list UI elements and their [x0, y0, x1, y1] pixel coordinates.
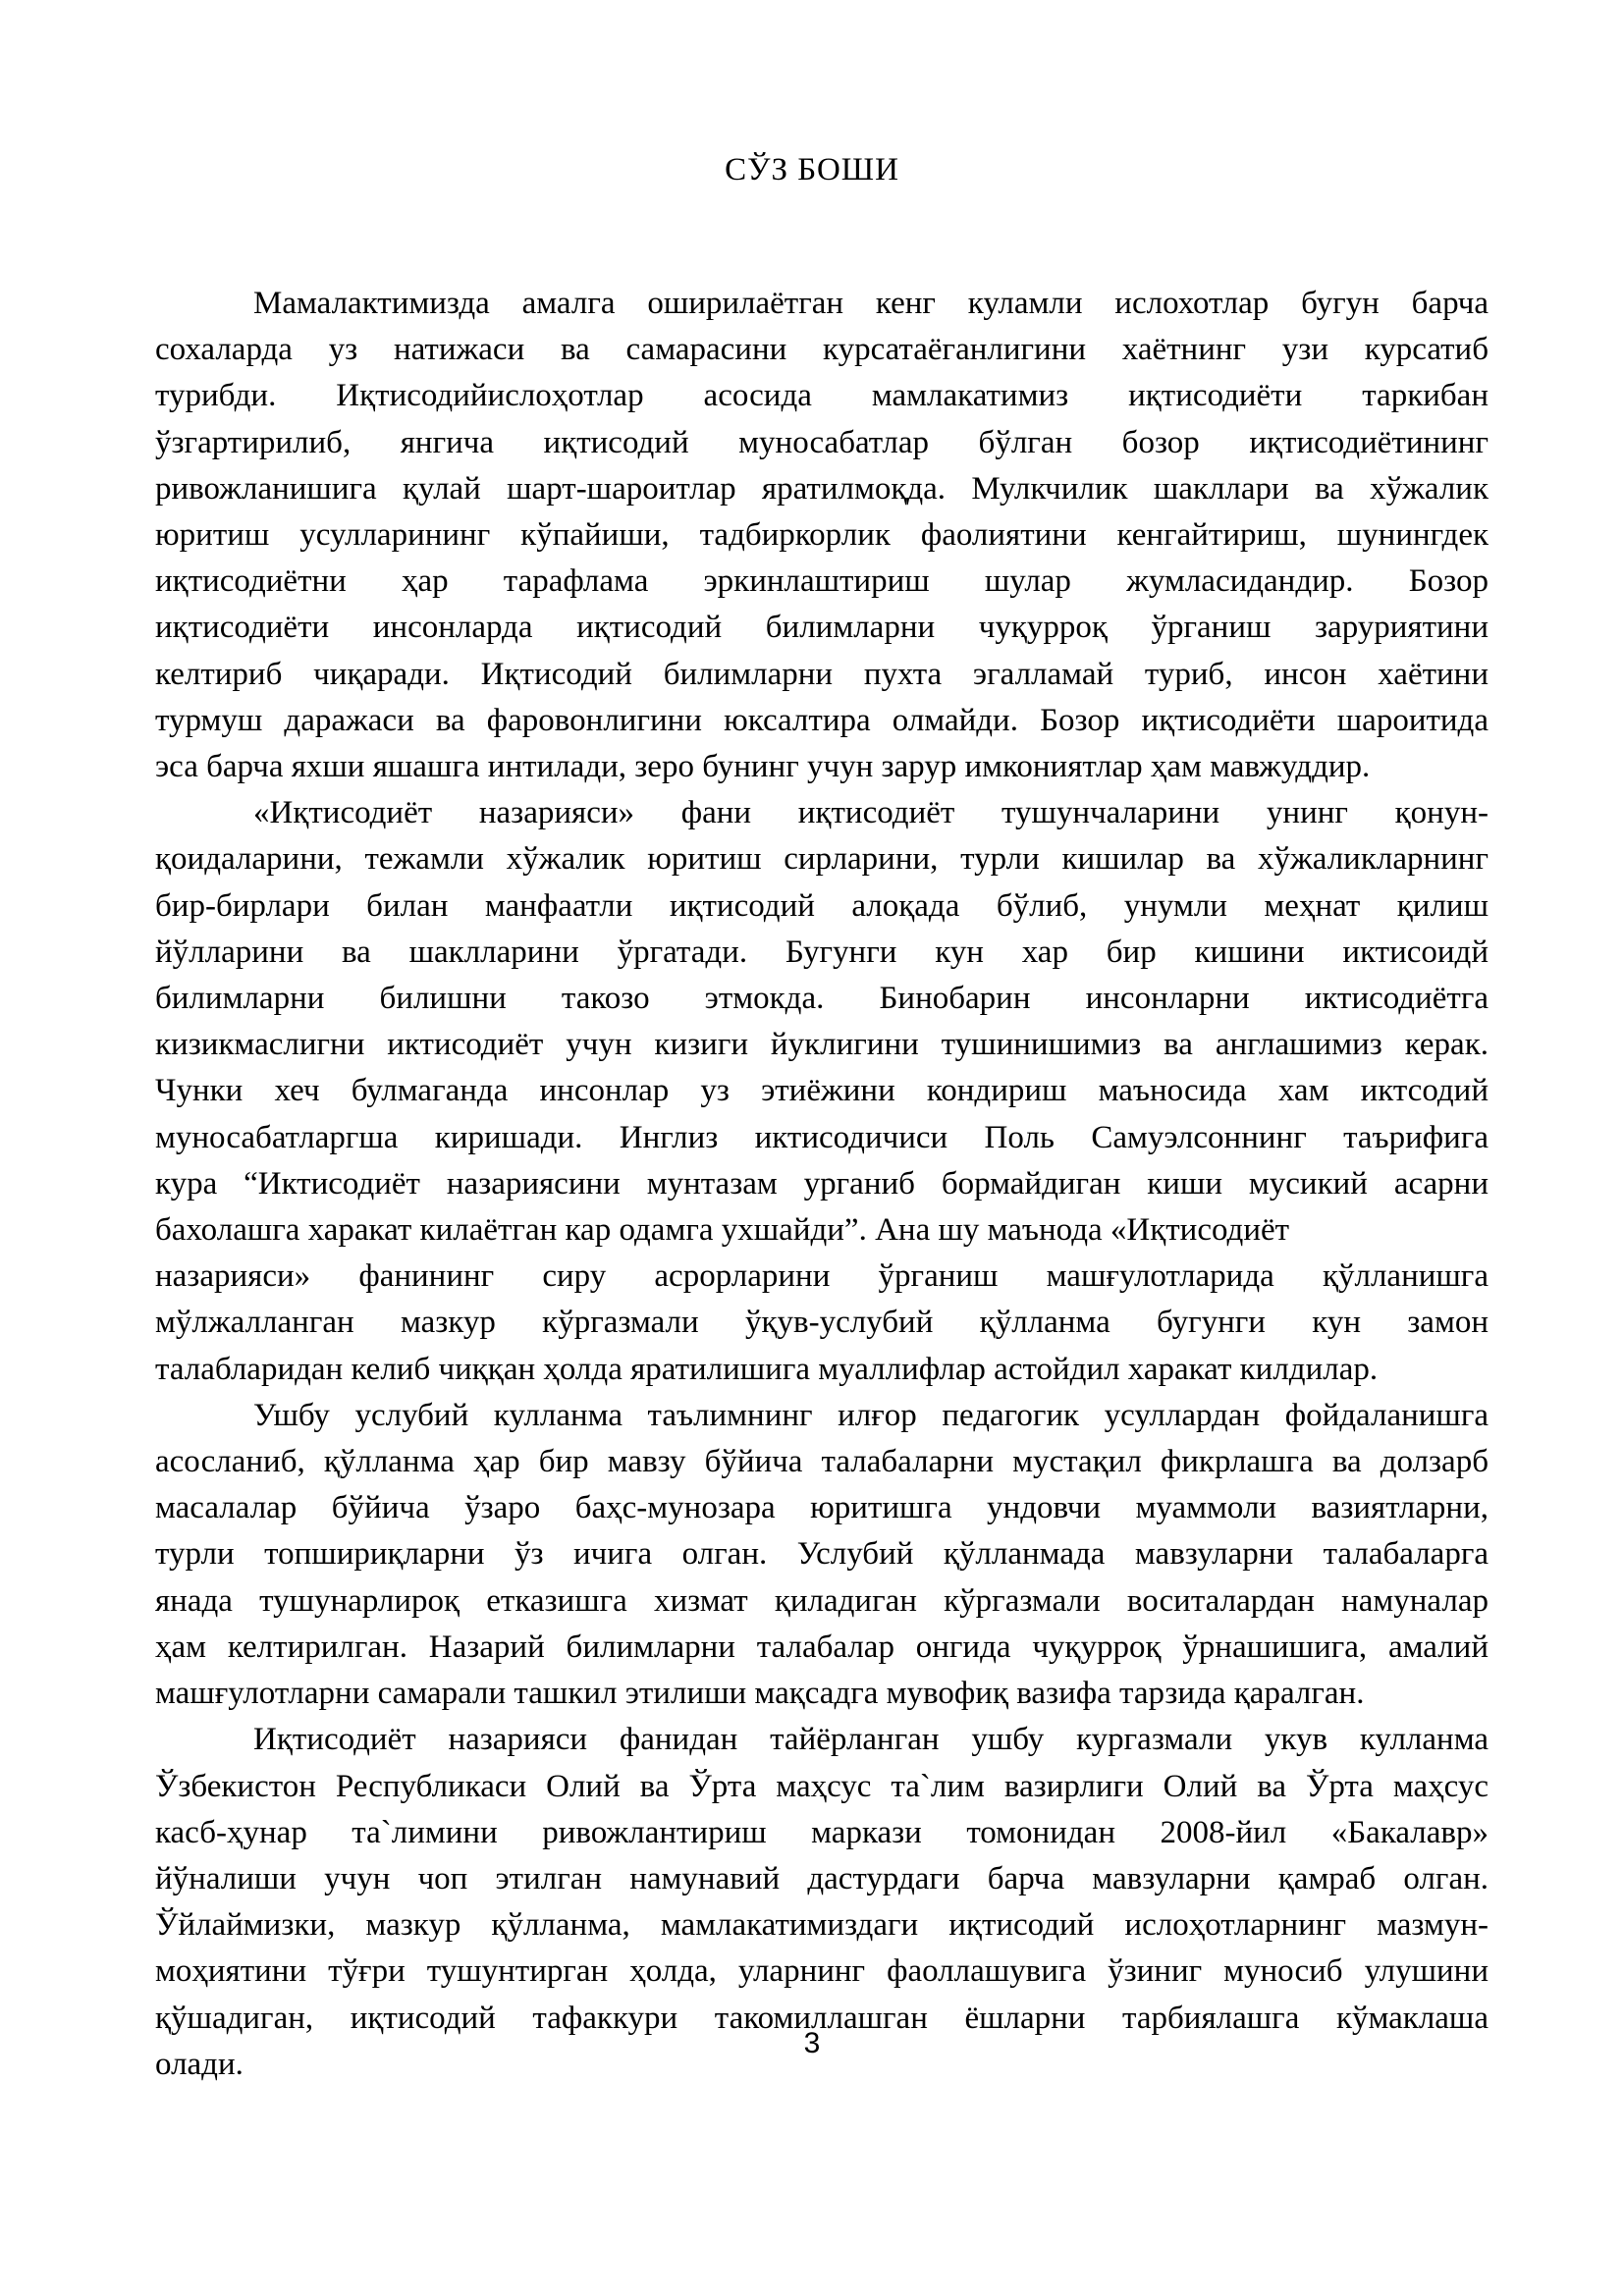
text-line: бахолашга харакат килаётган кар одамга ухшайди”. Ана шу маънода «Иқтисодиёт	[155, 1212, 1290, 1249]
text-line: муносабатларгша киришади. Инглиз иктисодичиси Поль Самуэлсоннинг таърифига	[155, 1119, 1489, 1155]
text-line: талабларидан келиб чиққан ҳолда яратилишига муаллифлар астойдил харакат килдилар.	[155, 1351, 1379, 1387]
text-line: масалалар бўйича ўзаро баҳс-мунозара юритишга ундовчи муаммоли вазиятларни,	[155, 1490, 1489, 1526]
text-line: юритиш усулларининг кўпайиши, тадбиркорлик фаолиятини кенгайтириш, шунингдек	[155, 517, 1489, 554]
text-line: мўлжалланган мазкур кўргазмали ўқув-услубий қўлланма бугунги кун замон	[155, 1305, 1489, 1341]
text-line: бир-бирлари билан манфаатли иқтисодий алоқада бўлиб, унумли меҳнат қилиш	[155, 887, 1489, 924]
paragraph	[155, 1393, 1489, 1717]
text-line: турибди. Иқтисодийислоҳотлар асосида мамлакатимиз иқтисодиёти таркибан	[155, 378, 1489, 414]
text-line: олади.	[155, 2046, 244, 2082]
text-line: Иқтисодиёт назарияси фанидан тайёрланган ушбу кургазмали укув кулланма	[253, 1722, 1489, 1758]
text-line: эса барча яхши яшашга интилади, зеро бунинг учун зарур имкониятлар ҳам мавжуддир.	[155, 749, 1371, 785]
text-line: қўшадиган, иқтисодий тафаккури такомиллашган ёшларни тарбиялашга кўмаклаша	[155, 2000, 1489, 2036]
text-line: келтириб чиқаради. Иқтисодий билимларни пухта эгалламай туриб, инсон хаётини	[155, 656, 1489, 692]
text-line: Мамалактимизда амалга оширилаётган кенг куламли ислохотлар бугун барча	[253, 286, 1489, 321]
text-line: турмуш даражаси ва фаровонлигини юксалтира олмайди. Бозор иқтисодиёти шароитида	[155, 702, 1489, 738]
text-line: сохаларда уз натижаси ва самарасини курсатаёганлигини хаётнинг узи курсатиб	[155, 332, 1489, 368]
text-line: асосланиб, қўлланма ҳар бир мавзу бўйича талабаларни мустақил фикрлашга ва долзарб	[155, 1444, 1489, 1480]
text-line: билимларни билишни такозо этмокда. Бинобарин инсонларни иктисодиётга	[155, 981, 1489, 1017]
text-line: иқтисодиётни ҳар тарафлама эркинлаштириш шулар жумласидандир. Бозор	[155, 563, 1489, 600]
body-text	[155, 281, 1489, 2088]
text-line: йўналиши учун чоп этилган намунавий дастурдаги барча мавзуларни қамраб олган.	[155, 1860, 1489, 1896]
text-line: машғулотларни самарали ташкил этилиши мақсадга мувофиқ вазифа тарзида қаралган.	[155, 1676, 1365, 1712]
text-line: ўзгартирилиб, янгича иқтисодий муносабатлар бўлган бозор иқтисодиётининг	[155, 424, 1489, 460]
text-line: ривожланишига қулай шарт-шароитлар яратилмоқда. Мулкчилик шакллари ва хўжалик	[155, 470, 1489, 507]
text-line: янада тушунарлироқ етказишга хизмат қиладиган кўргазмали воситалардан намуналар	[155, 1582, 1489, 1619]
text-line: турли топшириқларни ўз ичига олган. Услубий қўлланмада мавзуларни талабаларга	[155, 1536, 1489, 1573]
text-line: Ўзбекистон Республикаси Олий ва Ўрта маҳсус та`лим вазирлиги Олий ва Ўрта маҳсус	[155, 1768, 1489, 1804]
text-line: назарияси» фанининг сиру асрорларини ўрганиш машғулотларида қўлланишга	[155, 1258, 1489, 1295]
text-line: йўлларини ва шаклларини ўргатади. Бугунги кун хар бир кишини иктисоидй	[155, 934, 1489, 970]
text-line: кура “Иктисодиёт назариясини мунтазам урганиб бормайдиган киши мусикий асарни	[155, 1165, 1489, 1201]
page-title: СЎЗ БОШИ	[725, 152, 899, 187]
text-line: Ўйлаймизки, мазкур қўлланма, мамлакатимиздаги иқтисодий ислоҳотларнинг мазмун-	[155, 1907, 1489, 1944]
text-line: моҳиятини тўғри тушунтирган ҳолда, уларнинг фаоллашувига ўзиниг муносиб улушини	[155, 1953, 1489, 1990]
paragraph	[155, 790, 1489, 1393]
paragraph	[155, 281, 1489, 790]
text-line: «Иқтисодиёт назарияси» фани иқтисодиёт тушунчаларини унинг қонун-	[253, 795, 1489, 831]
page-number: 3	[803, 2027, 821, 2059]
text-line: қоидаларини, тежамли хўжалик юритиш сирларини, турли кишилар ва хўжаликларнинг	[155, 841, 1489, 878]
text-line: иқтисодиёти инсонларда иқтисодий билимларни чуқурроқ ўрганиш заруриятини	[155, 610, 1489, 646]
text-line: кизикмаслигни иктисодиёт учун кизиги йуклигини тушинишимиз ва англашимиз керак.	[155, 1027, 1489, 1063]
text-line: ҳам келтирилган. Назарий билимларни талабалар онгида чуқурроқ ўрнашишига, амалий	[155, 1629, 1489, 1665]
text-line: Ушбу услубий кулланма таълимнинг илғор педагогик усуллардан фойдаланишга	[253, 1397, 1489, 1433]
text-line: касб-ҳунар та`лимини ривожлантириш маркази томонидан 2008-йил «Бакалавр»	[155, 1814, 1489, 1850]
text-line: Чунки хеч булмаганда инсонлар уз этиёжини кондириш маъносида хам иктсодий	[155, 1073, 1489, 1109]
